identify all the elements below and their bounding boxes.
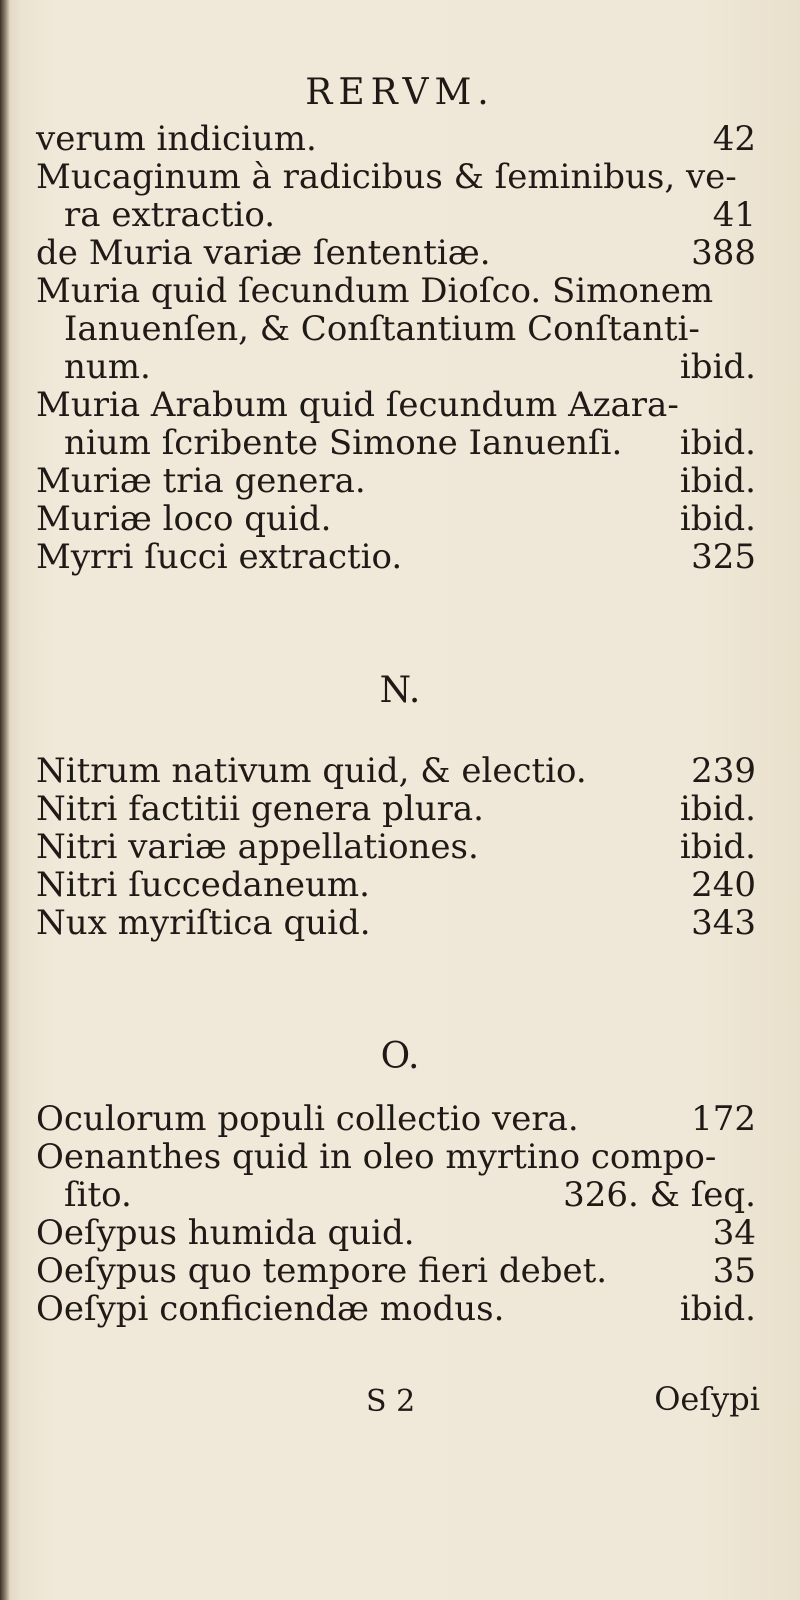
entry-page-ref: ibid. [679,1289,756,1329]
entry-page-ref: ibid. [679,789,756,829]
entry-line [36,752,756,790]
entry-text: Oculorum populi collectio vera. [36,1099,579,1139]
entry-text: Oeſypus humida quid. [36,1213,415,1253]
entry-page-ref: 326. & ſeq. [563,1175,756,1215]
entry-text: Myrri ſucci extractio. [36,537,403,577]
entry-page-ref: 34 [712,1213,756,1253]
entry-line [36,310,756,348]
entry-line [36,158,756,196]
entry-text: ra extractio. [64,195,276,235]
entry-text: Oeſypi conficiendæ modus. [36,1289,505,1329]
entry-text: ſito. [64,1175,132,1215]
entry-line [36,272,756,310]
entry-line [36,234,756,272]
index-section-n [36,752,756,942]
index-entry [36,538,756,576]
entry-text: Muria Arabum quid ſecundum Azara- [36,385,679,425]
entry-text: Nux myriſtica quid. [36,903,371,943]
index-entry [36,866,756,904]
index-section-m [36,120,756,576]
entry-text: Muriæ loco quid. [36,499,332,539]
section-letter-o: O. [380,1036,420,1077]
index-entry [36,790,756,828]
entry-line [36,500,756,538]
entry-page-ref: 240 [691,865,756,905]
entry-text: Muria quid ſecundum Dioſco. Simonem [36,271,714,311]
entry-page-ref: ibid. [679,499,756,539]
entry-page-ref: ibid. [679,461,756,501]
index-entry [36,234,756,272]
entry-page-ref: 42 [712,119,756,159]
entry-line [36,790,756,828]
entry-page-ref: ibid. [679,423,756,463]
entry-line [36,120,756,158]
entry-text: Nitri variæ appellationes. [36,827,479,867]
entry-line [36,866,756,904]
entry-line [36,1138,756,1176]
entry-line [36,1214,756,1252]
signature-mark: S 2 [366,1384,416,1419]
entry-line [36,1252,756,1290]
index-entry [36,1214,756,1252]
entry-line [36,538,756,576]
index-entry [36,1290,756,1328]
entry-text: Ianuenſen, & Conſtantium Conſtanti- [64,309,700,349]
entry-text: Oeſypus quo tempore fieri debet. [36,1251,608,1291]
entry-line [36,424,756,462]
entry-page-ref: ibid. [679,347,756,387]
entry-text: Muriæ tria genera. [36,461,366,501]
index-entry [36,158,756,234]
entry-page-ref: 239 [691,751,756,791]
index-section-o [36,1100,756,1328]
index-entry [36,120,756,158]
catchword: Oeſypi [654,1380,760,1418]
entry-text: de Muria variæ ſententiæ. [36,233,491,273]
index-entry [36,828,756,866]
entry-line [36,462,756,500]
index-entry [36,1100,756,1138]
index-entry [36,386,756,462]
index-entry [36,462,756,500]
entry-text: nium ſcribente Simone Ianuenſi. [64,423,623,463]
page-gutter [0,0,10,1600]
running-head: RERVM. [305,72,495,113]
entry-text: Mucaginum à radicibus & ſeminibus, ve- [36,157,737,197]
entry-line [36,386,756,424]
entry-page-ref: 172 [691,1099,756,1139]
entry-line [36,828,756,866]
entry-text: verum indicium. [36,119,317,159]
entry-page-ref: 388 [691,233,756,273]
entry-line [36,1176,756,1214]
entry-page-ref: 35 [712,1251,756,1291]
index-entry [36,500,756,538]
index-entry [36,1138,756,1214]
entry-line [36,1100,756,1138]
entry-page-ref: 325 [691,537,756,577]
entry-line [36,1290,756,1328]
section-letter-n: N. [379,670,421,711]
entry-page-ref: ibid. [679,827,756,867]
entry-page-ref: 343 [691,903,756,943]
entry-text: Nitri ſuccedaneum. [36,865,370,905]
entry-line [36,196,756,234]
index-entry [36,272,756,386]
entry-line [36,348,756,386]
entry-line [36,904,756,942]
entry-text: num. [64,347,151,387]
index-entry [36,904,756,942]
entry-page-ref: 41 [712,195,756,235]
entry-text: Nitri factitii genera plura. [36,789,484,829]
entry-text: Oenanthes quid in oleo myrtino compo- [36,1137,717,1177]
index-entry [36,752,756,790]
index-entry [36,1252,756,1290]
entry-text: Nitrum nativum quid, & electio. [36,751,587,791]
